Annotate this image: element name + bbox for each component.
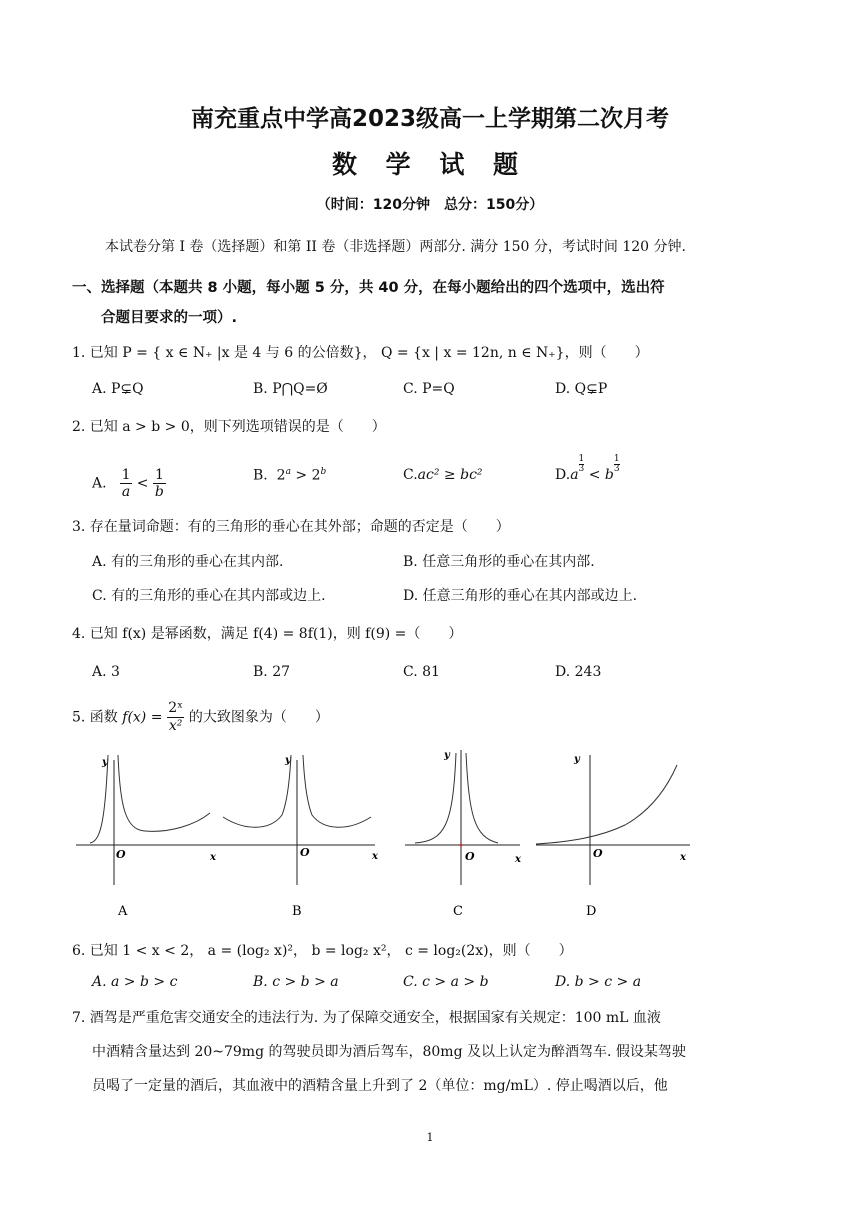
q2-d-exp-num: 1 (578, 454, 585, 464)
graph-b-x: x (372, 851, 378, 862)
q2-a-den: a (121, 484, 131, 500)
graph-d-origin: O (593, 847, 603, 860)
q4-option-d: D. 243 (555, 664, 602, 680)
q2-d-exp-den2: 3 (613, 464, 620, 474)
page-number: 1 (426, 1131, 434, 1144)
q6-option-c: C. c > a > b (403, 974, 489, 990)
graph-b-origin: O (300, 846, 310, 859)
exam-subtitle: 数 学 试 题 (331, 150, 529, 179)
q5-suffix: 的大致图象为（ ） (188, 709, 329, 726)
question-3-stem: 3. 存在量词命题：有的三角形的垂心在其外部；命题的否定是（ ） (72, 519, 510, 535)
q6-option-d: D. b > c > a (555, 974, 642, 990)
q1-option-b: B. P⋂Q=Ø (253, 381, 328, 397)
q2-option-a: A. $\frac{1}{a}$ < $\frac{1}{b}$ (92, 467, 164, 500)
graph-d-label: D (586, 904, 597, 919)
q2-d-a: a (570, 467, 579, 483)
q2-option-d: D.a $\frac{1}{3}$ < b $\frac{1}{3}$ (555, 454, 620, 483)
graph-b-y: y (285, 755, 291, 766)
question-7-line1: 7. 酒驾是严重危害交通安全的违法行为. 为了保障交通安全，根据国家有关规定：100 mL 血液 (72, 1010, 661, 1026)
section-heading-line2: 合题目要求的一项）. (101, 310, 238, 326)
graph-d-y: y (574, 754, 580, 765)
q3-option-b: B. 任意三角形的垂心在其内部. (403, 554, 595, 570)
q6-option-a: A. a > b > c (92, 974, 178, 990)
graph-a (76, 755, 220, 919)
q2-option-c: C.ac² ≥ bc² (403, 467, 483, 483)
q6-option-b: B. c > b > a (253, 974, 339, 990)
graph-a-x: x (210, 852, 216, 863)
graph-c (405, 750, 522, 919)
question-7-line3: 员喝了一定量的酒后，其血液中的酒精含量上升到了 2（单位：mg/mL）. 停止喝酒以后，他 (92, 1078, 668, 1094)
q2-b-base: 2 (276, 467, 286, 484)
graph-c-x: x (515, 854, 521, 865)
question-5-stem (72, 700, 329, 735)
graph-b-label: B (292, 904, 302, 919)
q3-option-a: A. 有的三角形的垂心在其内部. (92, 554, 284, 570)
q2-d-lt: < (588, 467, 601, 483)
q2-d-exp-num2: 1 (613, 454, 620, 464)
graph-b (220, 755, 379, 919)
q3-option-d: D. 任意三角形的垂心在其内部或边上. (403, 588, 638, 604)
q1-option-a: A. P⊊Q (92, 381, 144, 397)
q1-option-c: C. P=Q (403, 381, 455, 397)
q4-option-b: B. 27 (253, 664, 291, 680)
q2-a-den2: b (154, 484, 164, 500)
graph-a-label: A (118, 904, 128, 919)
graph-c-label: C (453, 904, 463, 919)
q2-a-num: 1 (121, 467, 131, 483)
q1-option-d: D. Q⊊P (555, 381, 608, 397)
q5-graphs (70, 745, 710, 925)
graph-d (536, 754, 690, 919)
q2-option-b: B. $2^a > 2^b$ (253, 467, 327, 484)
question-7-line2: 中酒精含量达到 20~79mg 的驾驶员即为酒后驾车，80mg 及以上认定为醉酒驾车. 假设某驾驶 (92, 1044, 686, 1060)
q2-c-text: ac² ≥ bc² (417, 467, 483, 483)
graph-a-origin: O (116, 848, 126, 861)
graph-d-x: x (680, 852, 686, 863)
exam-title: 南充重点中学高2023级高一上学期第二次月考 (190, 106, 669, 132)
q2-b-exp-b: b (320, 467, 327, 477)
time-info: （时间：120分钟 总分：150分） (316, 197, 544, 213)
section-heading-line1: 一、选择题（本题共 8 小题，每小题 5 分，共 40 分，在每小题给出的四个选项中，选出符 (72, 280, 665, 296)
q4-option-a: A. 3 (92, 664, 120, 680)
q2-d-b: b (604, 467, 614, 483)
graph-a-y: y (102, 757, 108, 768)
q4-option-c: C. 81 (403, 664, 440, 680)
intro-text: 本试卷分第 I 卷（选择题）和第 II 卷（非选择题）两部分. 满分 150 分，考试时间 120 分钟. (105, 239, 686, 255)
question-4-stem: 4. 已知 f(x) 是幂函数，满足 f(4) = 8f(1)，则 f(9) =（ ） (72, 626, 463, 642)
graph-c-y: y (444, 750, 450, 761)
q2-b-exp-a: a (285, 467, 291, 477)
q5-denominator: x² (168, 718, 183, 734)
q2-d-exp-den: 3 (578, 464, 585, 474)
graph-c-origin: O (465, 850, 475, 863)
q3-option-c: C. 有的三角形的垂心在其内部或边上. (92, 588, 326, 604)
q2-a-num2: 1 (154, 467, 164, 483)
question-2-stem: 2. 已知 a > b > 0，则下列选项错误的是（ ） (72, 419, 386, 435)
q5-numerator: 2ˣ (168, 700, 184, 716)
question-1-stem: 1. 已知 P = { x ∈ N₊ |x 是 4 与 6 的公倍数}， Q = {x | x = 12n, n ∈ N₊}，则（ ） (72, 345, 649, 361)
q2-b-base2: 2 (311, 467, 321, 484)
q5-func: f(x) = (122, 709, 163, 726)
q5-prefix: 5. 函数 (72, 709, 118, 726)
question-6-stem: 6. 已知 1 < x < 2， a = (log₂ x)²， b = log₂ x²， c = log₂(2x)，则（ ） (72, 943, 573, 959)
